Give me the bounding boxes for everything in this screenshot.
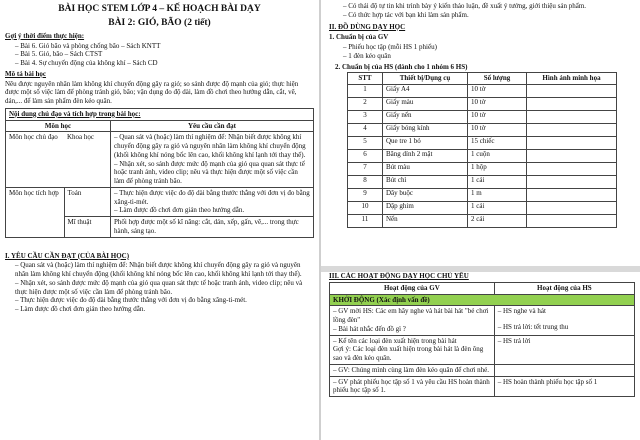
timing-item: – Bài 6. Gió bão và phòng chống bão – Sách KNTT [15,41,161,50]
material-row [348,98,617,111]
material-name: Nến [383,215,468,228]
subject-cell: Môn học tích hợp [6,187,65,237]
hs-cell: – HS hoàn thành phiếu học tập số 1 [494,376,634,397]
material-stt: 2 [348,98,383,111]
gv-cell: – GV: Chúng mình cùng làm đèn kéo quân để chơi nhé. [330,364,495,376]
requirement-line: – Nhận xét, so sánh được mức độ mạnh của gió qua quan sát thực tế hoặc tranh ảnh, video clip; nêu và thực hiện được một số việc cần làm để phòng tránh bão. [114,159,305,185]
table-row [6,132,314,188]
material-qty: 10 tờ [468,111,527,124]
activity-row [330,364,635,376]
activity-row [330,335,635,364]
material-row [348,85,617,98]
content-table-caption: Nội dung chủ đạo và tích hợp trong bài học: [5,108,314,120]
timing-heading: Gợi ý thời điểm thực hiện: [5,31,85,40]
gv-line: – Bài hát nhắc đến đồ gì ? [333,324,406,333]
material-name: Giấy A4 [383,85,468,98]
gv-line: – GV mời HS: Các em hãy nghe và hát bài hát "bé chơi lồng đèn" [333,307,489,324]
section3 [329,270,635,397]
subsubject-cell: Mĩ thuật [64,217,111,238]
warmup-row: KHỞI ĐỘNG (Xác định vấn đề) [330,294,635,306]
material-row [348,150,617,163]
material-stt: 9 [348,189,383,202]
attitude-item: – Có thái độ tự tin khi trình bày ý kiến thảo luận, đề xuất ý tưởng, giới thiệu sản phẩm. [343,2,587,10]
materials-body [348,85,617,228]
material-stt: 1 [348,85,383,98]
material-name: Giấy màu [383,98,468,111]
material-name: Giấy nến [383,111,468,124]
requirement-line: – Thực hiện được việc đo độ dài bằng thước thẳng với đơn vị đo bằng xăng-ti-mét. [114,188,310,206]
gv-cell [330,306,495,335]
material-image [527,124,617,137]
subsubject-cell: Khoa học [64,132,111,188]
section1-item: – Làm được đồ chơi đơn giản theo hướng dẫn. [15,305,146,313]
material-name: Dây buộc [383,189,468,202]
materials-table [347,72,617,228]
gv-line: Gợi ý: Các loại đèn xuất hiện trong bài hát là đèn ông sao và đèn kéo quân. [333,345,484,362]
section1-item: – Nhận xét, so sánh được mức độ mạnh của gió qua quan sát thực tế hoặc tranh ảnh, video clip; nêu và thực hiện được một số việc cần làm để phòng tránh bão. [15,278,303,296]
material-row [348,163,617,176]
section1-heading: I. YÊU CẦU CẦN ĐẠT (CỦA BÀI HỌC) [5,251,130,260]
material-qty: 1 hộp [468,163,527,176]
gv-prep-heading: 1. Chuẩn bị của GV [329,33,389,42]
section1-item: – Thực hiện được việc đo độ dài bằng thước thẳng với đơn vị đo bằng xăng-ti-mét. [15,296,247,305]
material-image [527,137,617,150]
gv-prep-item: – Phiếu học tập (mỗi HS 1 phiếu) [343,43,437,51]
section1-item: – Quan sát và (hoặc) làm thí nghiệm để: Nhận biết được không khí chuyển động gây ra gió và nguyên nhân làm không khí chuyển động (khối không khí nóng bốc lên cao, khối không khí lạnh tới thay thế). [15,261,302,278]
left-page [0,0,319,440]
right-page [321,0,640,440]
lesson-subtitle: BÀI 2: GIÓ, BÃO (2 tiết) [108,17,211,28]
gv-line: – Kể tên các loại đèn xuất hiện trong bài hát [333,336,457,345]
material-stt: 6 [348,150,383,163]
material-name: Băng dính 2 mặt [383,150,468,163]
requirement-cell [111,132,314,188]
requirement-line: – Quan sát và (hoặc) làm thí nghiệm để: Nhận biết được không khí chuyển động gây ra gió và nguyên nhân làm không khí chuyển động (khối không khí nóng bốc lên cao, khối không khí lạnh tới thay thế). [114,133,306,159]
material-qty: 1 cái [468,202,527,215]
subsubject-cell: Toán [64,187,111,216]
timing-item: – Bài 5. Gió, bão – Sách CTST [15,50,103,59]
material-row [348,124,617,137]
activity-row [330,376,635,397]
hs-cell: – HS trả lời [494,335,634,364]
material-name: Bút màu [383,163,468,176]
description-text: Nêu được nguyên nhân làm không khí chuyển động gây ra gió; so sánh được độ mạnh của gió; thực hiện được một số việc làm để phòng tránh gió, bão; vận dụng đo độ dài, làm đồ chơi theo hướng dẫn, cắt, vẽ, dán,... để làm sản phẩm đèn kéo quân. [5,79,299,105]
material-stt: 3 [348,111,383,124]
material-stt: 11 [348,215,383,228]
material-image [527,111,617,124]
section2-heading: II. ĐỒ DÙNG DẠY HỌC [329,22,406,31]
hs-cell [494,364,634,376]
col-qty: Số lượng [468,73,527,85]
material-image [527,85,617,98]
col-hs-activity: Hoạt động của HS [494,282,634,294]
material-stt: 8 [348,176,383,189]
material-qty: 10 tờ [468,124,527,137]
material-qty: 1 m [468,189,527,202]
material-name: Giấy bóng kính [383,124,468,137]
material-row [348,176,617,189]
col-item: Thiết bị/Dụng cụ [383,73,468,85]
material-row [348,137,617,150]
material-stt: 10 [348,202,383,215]
material-row [348,189,617,202]
material-qty: 1 cái [468,176,527,189]
gv-cell: – GV phát phiếu học tập số 1 và yêu cầu HS hoàn thành phiếu học tập số 1. [330,376,495,397]
material-qty: 10 tờ [468,85,527,98]
lesson-title: BÀI HỌC STEM LỚP 4 – KẾ HOẠCH BÀI DẠY [58,4,261,14]
material-image [527,176,617,189]
table-row [6,187,314,216]
material-image [527,202,617,215]
activities-table [329,282,635,397]
col-subject: Môn học [6,120,111,132]
requirement-line: – Làm được đồ chơi đơn giản theo hướng dẫn. [114,206,245,215]
material-qty: 1 cuộn [468,150,527,163]
material-name: Dập ghim [383,202,468,215]
material-name: Que tre 1 bó [383,137,468,150]
material-stt: 5 [348,137,383,150]
description-heading: Mô tả bài học [5,69,47,78]
col-requirement: Yêu cầu cần đạt [111,120,314,132]
material-image [527,189,617,202]
material-row [348,202,617,215]
hs-cell [494,306,634,335]
material-image [527,215,617,228]
hs-line: – HS nghe và hát [497,307,546,316]
material-image [527,163,617,176]
activity-row [330,306,635,335]
section3-heading: III. CÁC HOẠT ĐỘNG DẠY HỌC CHỦ YẾU [329,272,469,280]
material-image [527,150,617,163]
subject-cell: Môn học chủ đạo [6,132,65,188]
material-qty: 2 cái [468,215,527,228]
material-name: Bút chì [383,176,468,189]
content-table [5,108,314,238]
hs-line: – HS trả lời: tết trung thu [497,323,569,331]
gv-prep-item: – 1 đèn kéo quân [343,51,391,60]
material-stt: 7 [348,163,383,176]
gv-cell [330,335,495,364]
material-row [348,215,617,228]
page-break [321,266,640,272]
hs-prep-heading: 2. Chuẩn bị của HS (dành cho 1 nhóm 6 HS) [335,62,468,71]
attitude-item: – Có thức hợp tác với bạn khi làm sản phẩm. [343,10,469,19]
requirement-cell [111,187,314,216]
col-stt: STT [348,73,383,85]
col-image: Hình ảnh minh họa [527,73,617,85]
material-image [527,98,617,111]
timing-item: – Bài 4. Sự chuyển động của không khí – Sách CD [15,59,158,67]
material-stt: 4 [348,124,383,137]
col-gv-activity: Hoạt động của GV [330,282,495,294]
material-qty: 10 tờ [468,98,527,111]
requirement-cell: Phối hợp được một số kĩ năng: cắt, dán, xếp, gấn, vẽ,... trong thực hành, sáng tạo. [111,217,314,238]
material-row [348,111,617,124]
material-qty: 15 chiếc [468,137,527,150]
